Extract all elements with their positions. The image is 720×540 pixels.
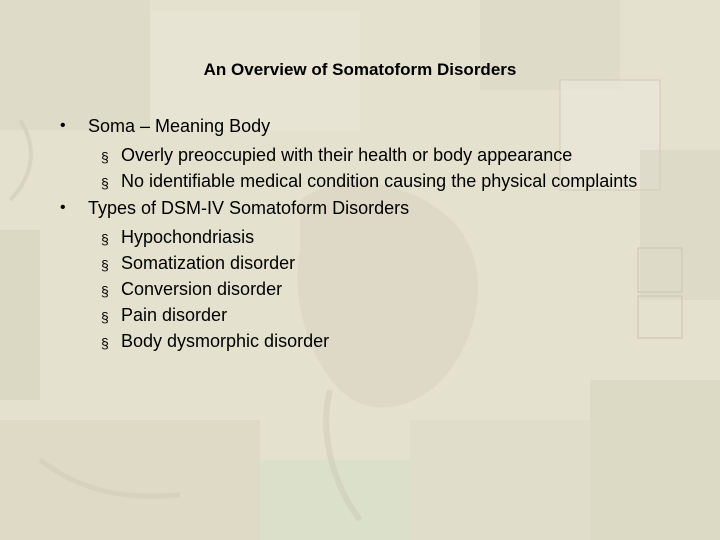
sub-bullet-item — [88, 304, 680, 326]
sub-bullet-list — [88, 226, 680, 352]
bullet-list — [60, 112, 680, 352]
sub-bullet-text: Conversion disorder — [121, 279, 283, 299]
sub-bullet-text: Somatization disorder — [121, 253, 296, 273]
sub-bullet-text: No identifiable medical condition causing the physical complaints — [121, 171, 638, 191]
bullet-item-types — [60, 194, 680, 352]
sub-bullet-text: Hypochondriasis — [121, 227, 255, 247]
bullet-item-soma — [60, 112, 680, 192]
sub-bullet-list — [88, 144, 680, 192]
sub-bullet-text: Pain disorder — [121, 305, 228, 325]
section-sign-bullet-icon: § — [101, 335, 109, 351]
slide-title: An Overview of Somatoform Disorders — [203, 60, 517, 79]
section-sign-bullet-icon: § — [101, 309, 109, 325]
section-sign-bullet-icon: § — [101, 231, 109, 247]
bullet-text: Soma – Meaning Body — [88, 116, 271, 136]
section-sign-bullet-icon: § — [101, 175, 109, 191]
sub-bullet-item — [88, 226, 680, 248]
sub-bullet-item — [88, 252, 680, 274]
bullet-text: Types of DSM-IV Somatoform Disorders — [88, 198, 410, 218]
sub-bullet-item — [88, 144, 680, 166]
bullet-dot-icon: • — [60, 199, 66, 216]
section-sign-bullet-icon: § — [101, 283, 109, 299]
section-sign-bullet-icon: § — [101, 257, 109, 273]
sub-bullet-text: Body dysmorphic disorder — [121, 331, 330, 351]
sub-bullet-text: Overly preoccupied with their health or body appearance — [121, 145, 573, 165]
bullet-dot-icon: • — [60, 117, 66, 134]
section-sign-bullet-icon: § — [101, 149, 109, 165]
sub-bullet-item — [88, 278, 680, 300]
sub-bullet-item — [88, 170, 680, 192]
sub-bullet-item — [88, 330, 680, 352]
